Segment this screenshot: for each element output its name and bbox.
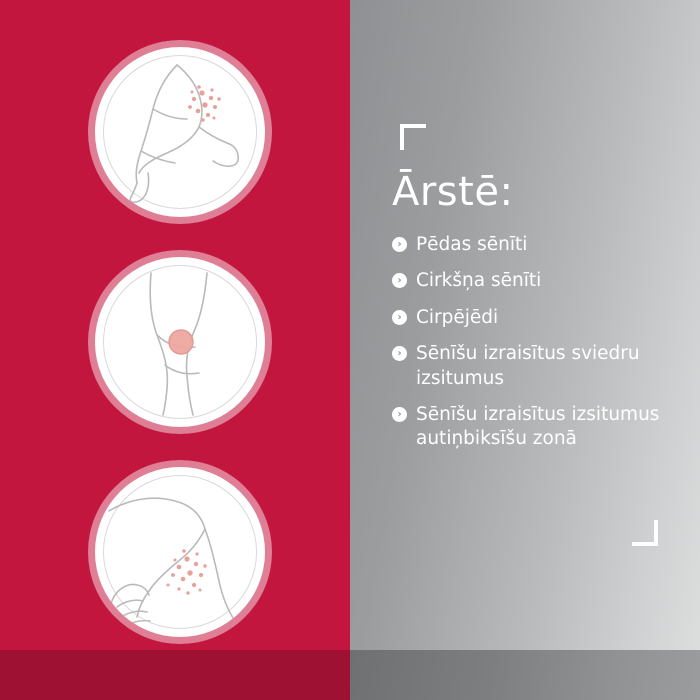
chevron-right-icon: › — [392, 346, 407, 361]
bracket-top-left-icon — [400, 124, 426, 150]
list-item-label: Sēnīšu izraisītus izsitumus autiņbiksīšu zonā — [416, 404, 660, 450]
list-item-label: Pēdas sēnīti — [416, 234, 528, 255]
bracket-bottom-right-icon — [632, 520, 658, 546]
chevron-right-icon: › — [392, 273, 407, 288]
list-item — [392, 306, 672, 330]
legs-with-rash-icon — [95, 47, 265, 217]
list-item — [392, 233, 672, 257]
illustration-elbow-with-spot — [95, 257, 265, 427]
list-item-label: Cirkšņa sēnīti — [416, 270, 542, 292]
page-title: Ārstē: — [392, 169, 514, 215]
list-item — [392, 342, 672, 391]
illustration-armpit-with-rash — [95, 467, 265, 637]
list-item — [392, 403, 672, 452]
right-gray-panel-footer — [350, 650, 700, 700]
armpit-with-rash-icon — [95, 467, 265, 637]
list-item-label: Sēnīšu izraisītus sviedru izsitumus — [416, 343, 640, 389]
left-red-panel-footer — [0, 650, 350, 700]
list-item-label: Cirpējēdi — [416, 306, 499, 328]
chevron-right-icon: › — [392, 310, 407, 325]
elbow-with-spot-icon — [95, 257, 265, 427]
chevron-right-icon: › — [392, 407, 407, 422]
treatment-list — [392, 233, 672, 464]
list-item — [392, 269, 672, 293]
chevron-right-icon: › — [392, 237, 407, 252]
illustration-legs-with-rash — [95, 47, 265, 217]
